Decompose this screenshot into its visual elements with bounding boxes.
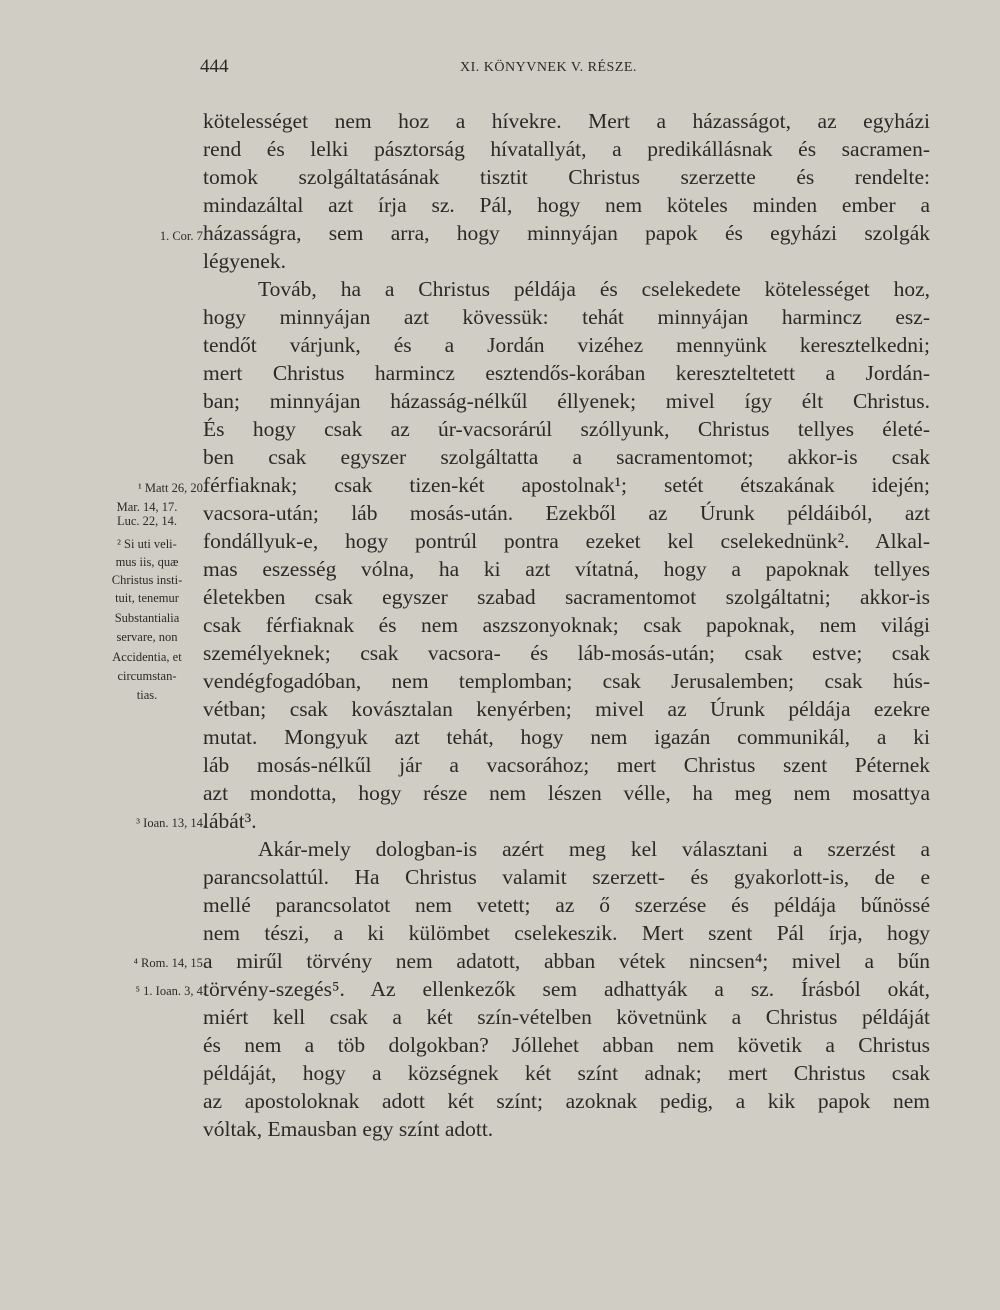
text-line: vendégfogadóban, nem templomban; csak Jerusalemben; csak hús- [203,669,930,693]
text-line: mutat. Mongyuk azt tehát, hogy nem igazán communikál, a ki [203,725,930,749]
margin-note: tias. [136,688,158,702]
text-line: fondállyuk-e, hogy pontrúl pontra ezeket kel cselekednünk². Alkal- [203,529,930,553]
text-line: férfiaknak; csak tizen-két apostolnak¹; setét étszakának idején; [203,473,930,497]
text-line: mert Christus harmincz esztendős-korában kereszteltetett a Jordán- [203,361,930,385]
text-line: parancsolattúl. Ha Christus valamit szerzett- és gyakorlott-is, de e [203,865,930,889]
margin-note: mus iis, quæ [115,555,179,569]
text-line: miért kell csak a két szín-vételben követnünk a Christus példáját [203,1005,930,1029]
margin-note: 1. Cor. 7. [159,229,206,243]
text-line: ben csak egyszer szolgáltatta a sacramentomot; akkor-is csak [203,445,930,469]
margin-note: tuit, tenemur [115,591,179,605]
text-line: vacsora-után; láb mosás-után. Ezekből az Úrunk példáiból, azt [203,501,930,525]
text-line: légyenek. [203,249,286,273]
text-line: ban; minnyájan házasság-nélkűl éllyenek; mivel így élt Christus. [203,389,930,413]
margin-note: Substantialia [114,611,180,625]
text-line: a mirűl törvény nem adatott, abban vétek nincsen⁴; mivel a bűn [203,949,930,973]
running-head: XI. KÖNYVNEK V. RÉSZE. [460,60,637,75]
text-line: mindazáltal azt írja sz. Pál, hogy nem köteles minden ember a [203,193,930,217]
page-number: 444 [200,56,229,77]
margin-note: ¹ Matt 26, 20. [138,481,206,495]
margin-note: Luc. 22, 14. [116,514,178,528]
text-line: vóltak, Emausban egy színt adott. [203,1117,494,1141]
text-line: törvény-szegés⁵. Az ellenkezők sem adhattyák a sz. Írásból okát, [203,977,930,1001]
text-line: kötelességet nem hoz a hívekre. Mert a házasságot, az egyházi [203,109,930,133]
text-line: csak férfiaknak és nem aszszonyoknak; csak papoknak, nem világi [203,613,930,637]
margin-note: ⁵ 1. Ioan. 3, 4. [135,984,206,998]
margin-note: ⁴ Rom. 14, 15. [133,956,206,970]
text-line: azt mondotta, hogy része nem lészen vélle, ha meg nem mosattya [203,781,930,805]
page-header [200,56,930,86]
margin-note: Accidentia, et [112,650,182,664]
text-line: életekben csak egyszer szabad sacramentomot szolgáltatni; akkor-is [203,585,930,609]
margin-note: Mar. 14, 17. [116,500,178,514]
text-line: nem tészi, a ki külömbet cselekeszik. Mert szent Pál írja, hogy [203,921,930,945]
text-line: Továb, ha a Christus példája és cselekedete kötelességet hoz, [258,277,930,301]
text-line: Akár-mely dologban-is azért meg kel választani a szerzést a [258,837,930,861]
text-line: lábát³. [203,809,257,833]
text-line: hogy minnyájan azt kövessük: tehát minnyájan harmincz esz- [203,305,930,329]
text-line: személyeknek; csak vacsora- és láb-mosás-után; csak estve; csak [203,641,930,665]
text-line: rend és lelki pásztorság hívatallyát, a predikállásnak és sacramen- [203,137,930,161]
margin-note: circumstan- [117,669,177,683]
margin-note: ² Si uti veli- [117,537,177,551]
text-line: és nem a töb dolgokban? Jóllehet abban nem követik a Christus [203,1033,930,1057]
text-line: És hogy csak az úr-vacsorárúl szóllyunk, Christus tellyes életé- [203,417,930,441]
text-line: tomok szolgáltatásának tisztit Christus szerzette és rendelte: [203,165,930,189]
text-line: mas eszesség vólna, ha ki azt vítatná, hogy a papoknak tellyes [203,557,930,581]
margin-note: ³ Ioan. 13, 14. [136,816,206,830]
text-line: láb mosás-nélkűl jár a vacsorához; mert Christus szent Péternek [203,753,930,777]
margin-note: servare, non [116,630,178,644]
text-line: házasságra, sem arra, hogy minnyájan papok és egyházi szolgák [203,221,930,245]
text-line: vétban; csak kovásztalan kenyérben; mivel az Úrunk példája ezekre [203,697,930,721]
text-line: tendőt várjunk, és a Jordán vizéhez mennyünk keresztelkedni; [203,333,930,357]
margin-note: Christus insti- [111,573,183,587]
text-line: mellé parancsolatot nem vetett; az ő szerzése és példája bűnössé [203,893,930,917]
text-line: az apostoloknak adott két színt; azoknak pedig, a kik papok nem [203,1089,930,1113]
text-line: példáját, hogy a községnek két színt adnak; mert Christus csak [203,1061,930,1085]
